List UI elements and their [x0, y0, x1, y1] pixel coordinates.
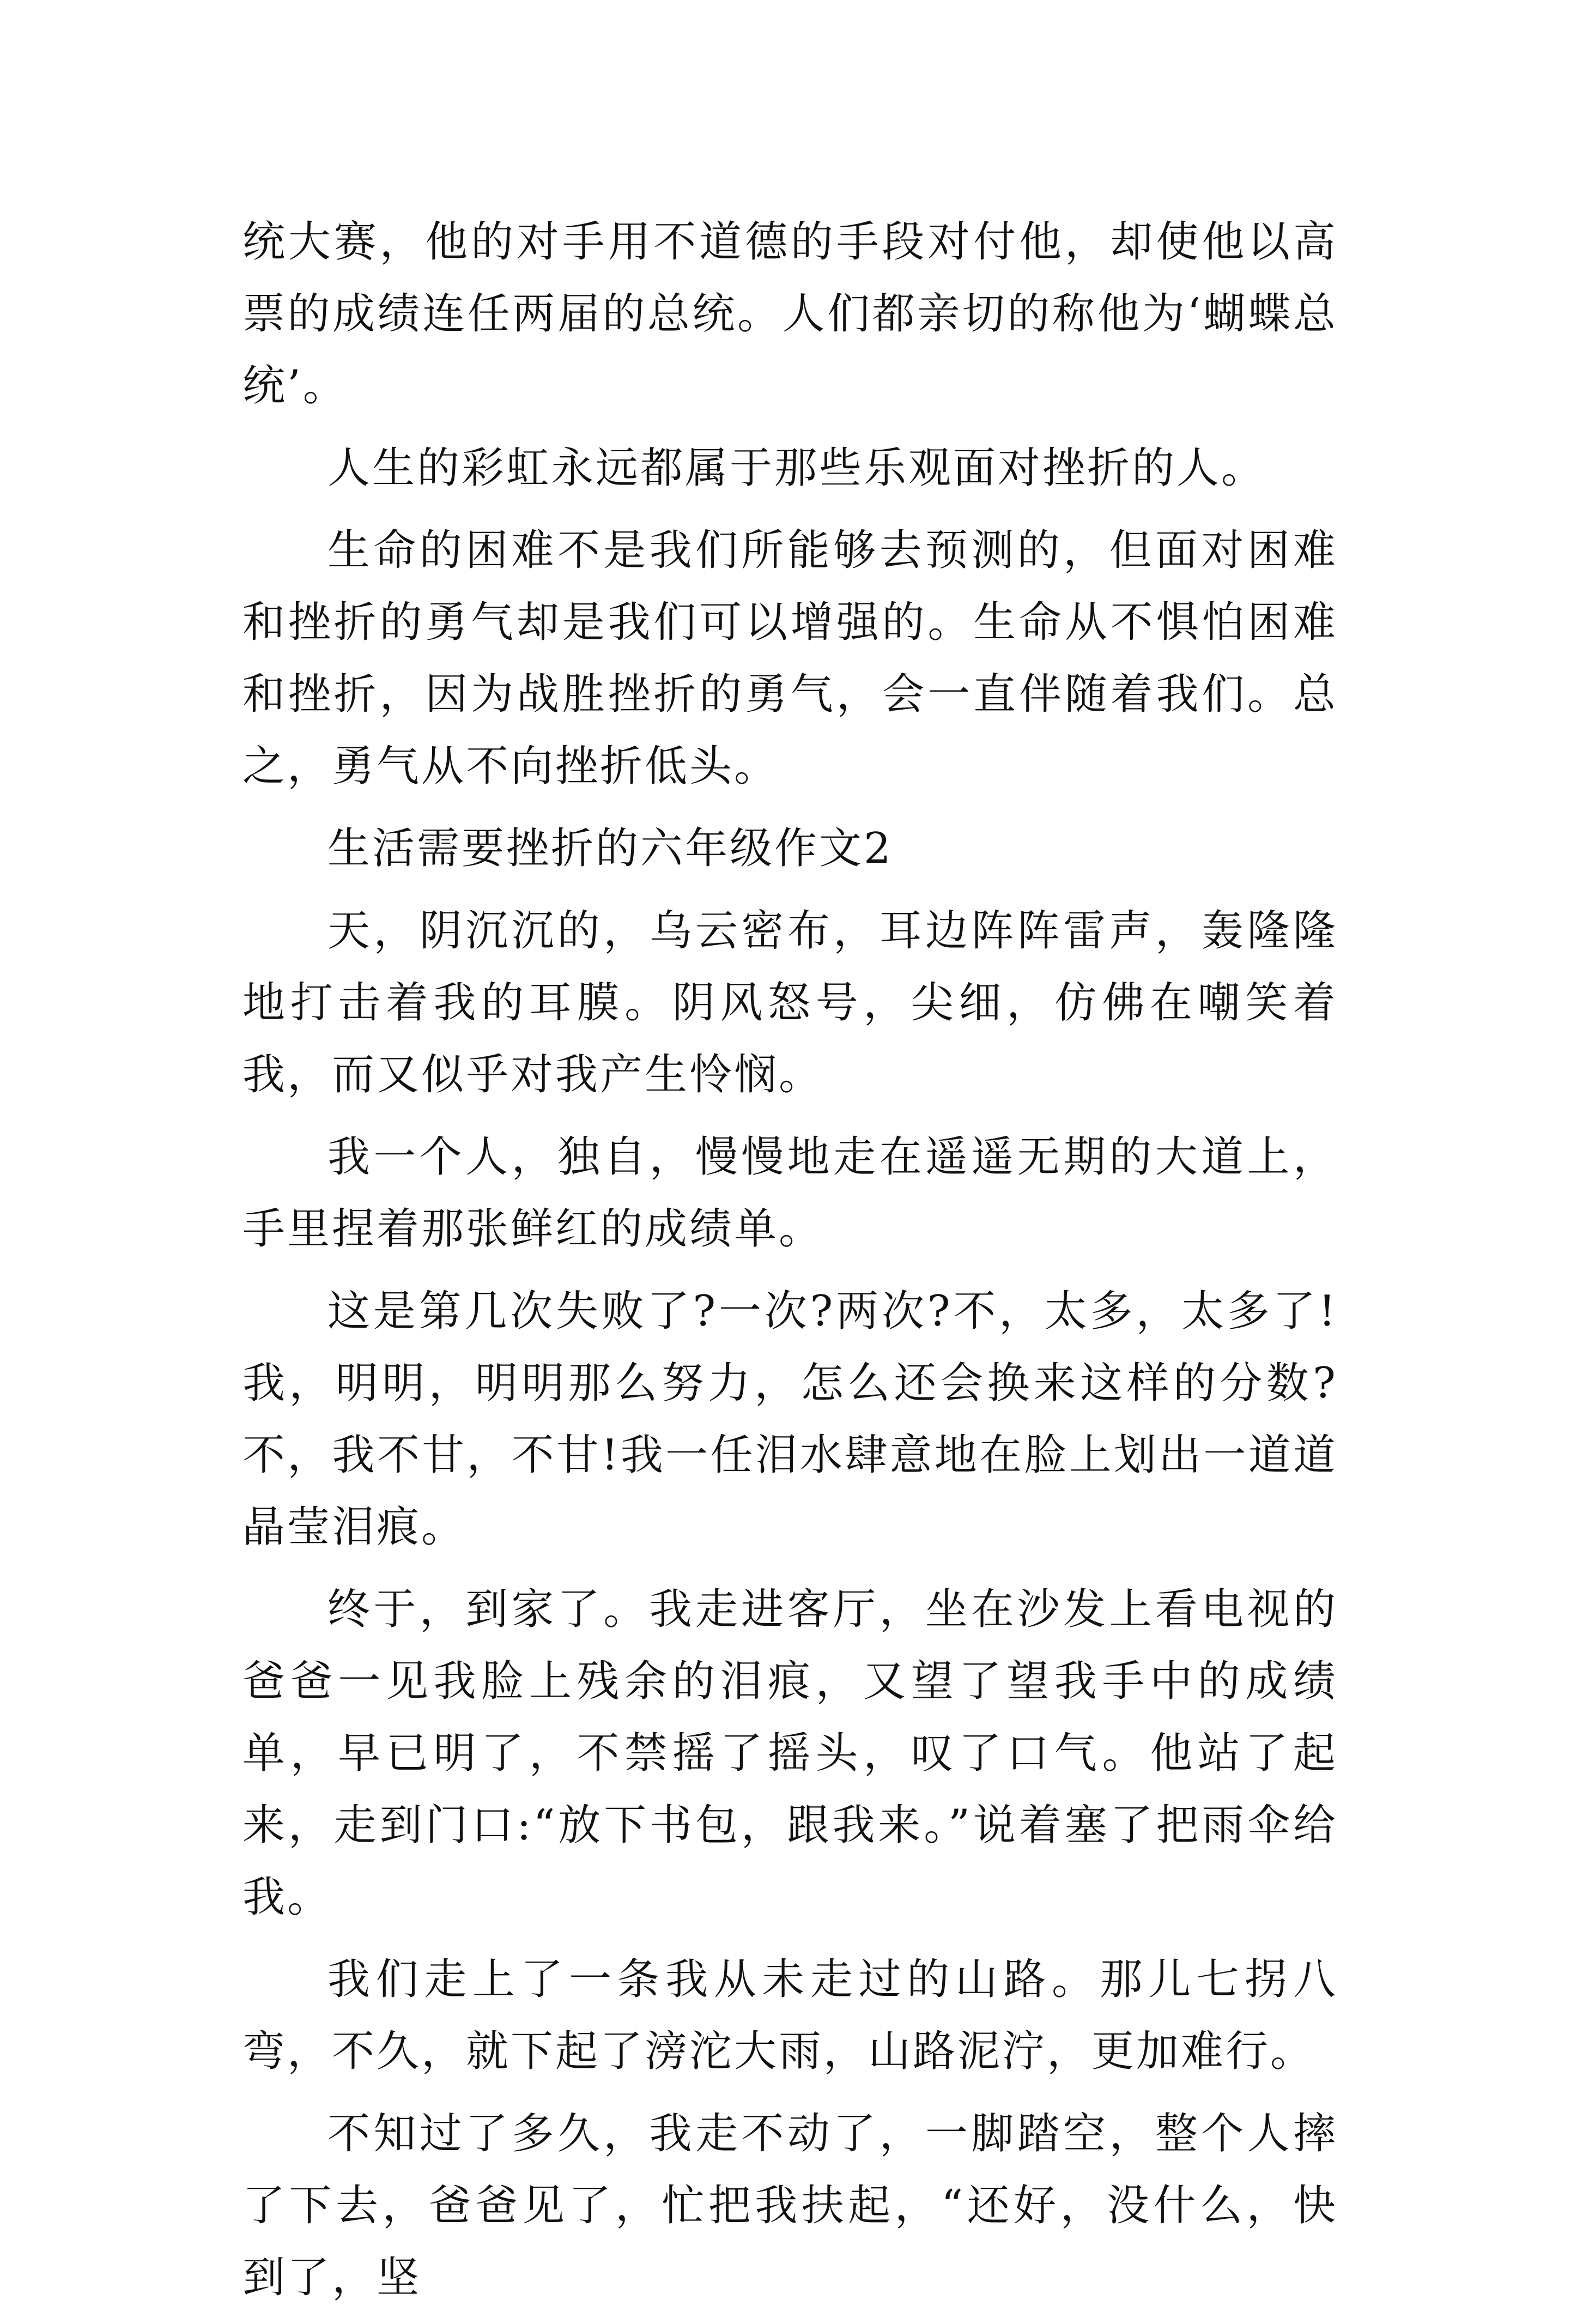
paragraph: 这是第几次失败了?一次?两次?不，太多，太多了!我，明明，明明那么努力，怎么还会换来这样的分数?不，我不甘，不甘!我一任泪水肆意地在脸上划出一道道晶莹泪痕。: [242, 1287, 1338, 1552]
paragraph: 我一个人，独自，慢慢地走在遥遥无期的大道上，手里捏着那张鲜红的成绩单。: [242, 1133, 1338, 1254]
paragraph-continuation: 统大赛，他的对手用不道德的手段对付他，却使他以高票的成绩连任两届的总统。人们都亲切的称他为‘蝴蝶总统’。: [242, 217, 1338, 410]
paragraph: 天，阴沉沉的，乌云密布，耳边阵阵雷声，轰隆隆地打击着我的耳膜。阴风怒号，尖细，仿佛在嘲笑着我，而又似乎对我产生怜悯。: [242, 906, 1338, 1099]
paragraph: 人生的彩虹永远都属于那些乐观面对挫折的人。: [327, 444, 1266, 493]
essay-body: [242, 206, 1338, 2324]
paragraph: 终于，到家了。我走进客厅，坐在沙发上看电视的爸爸一见我脸上残余的泪痕，又望了望我手中的成绩单，早已明了，不禁摇了摇头，叹了口气。他站了起来，走到门口:“放下书包，跟我来。”说着塞了把雨伞给我。: [242, 1585, 1338, 1922]
paragraph: 不知过了多久，我走不动了，一脚踏空，整个人摔了下去，爸爸见了，忙把我扶起，“还好，没什么，快到了，坚: [242, 2109, 1338, 2302]
essay-title: 生活需要挫折的六年级作文2: [327, 824, 893, 873]
paragraph: 生命的困难不是我们所能够去预测的，但面对困难和挫折的勇气却是我们可以增强的。生命从不惧怕困难和挫折，因为战胜挫折的勇气，会一直伴随着我们。总之，勇气从不向挫折低头。: [242, 526, 1338, 791]
paragraph: 我们走上了一条我从未走过的山路。那儿七拐八弯，不久，就下起了滂沱大雨，山路泥泞，更加难行。: [242, 1955, 1338, 2076]
